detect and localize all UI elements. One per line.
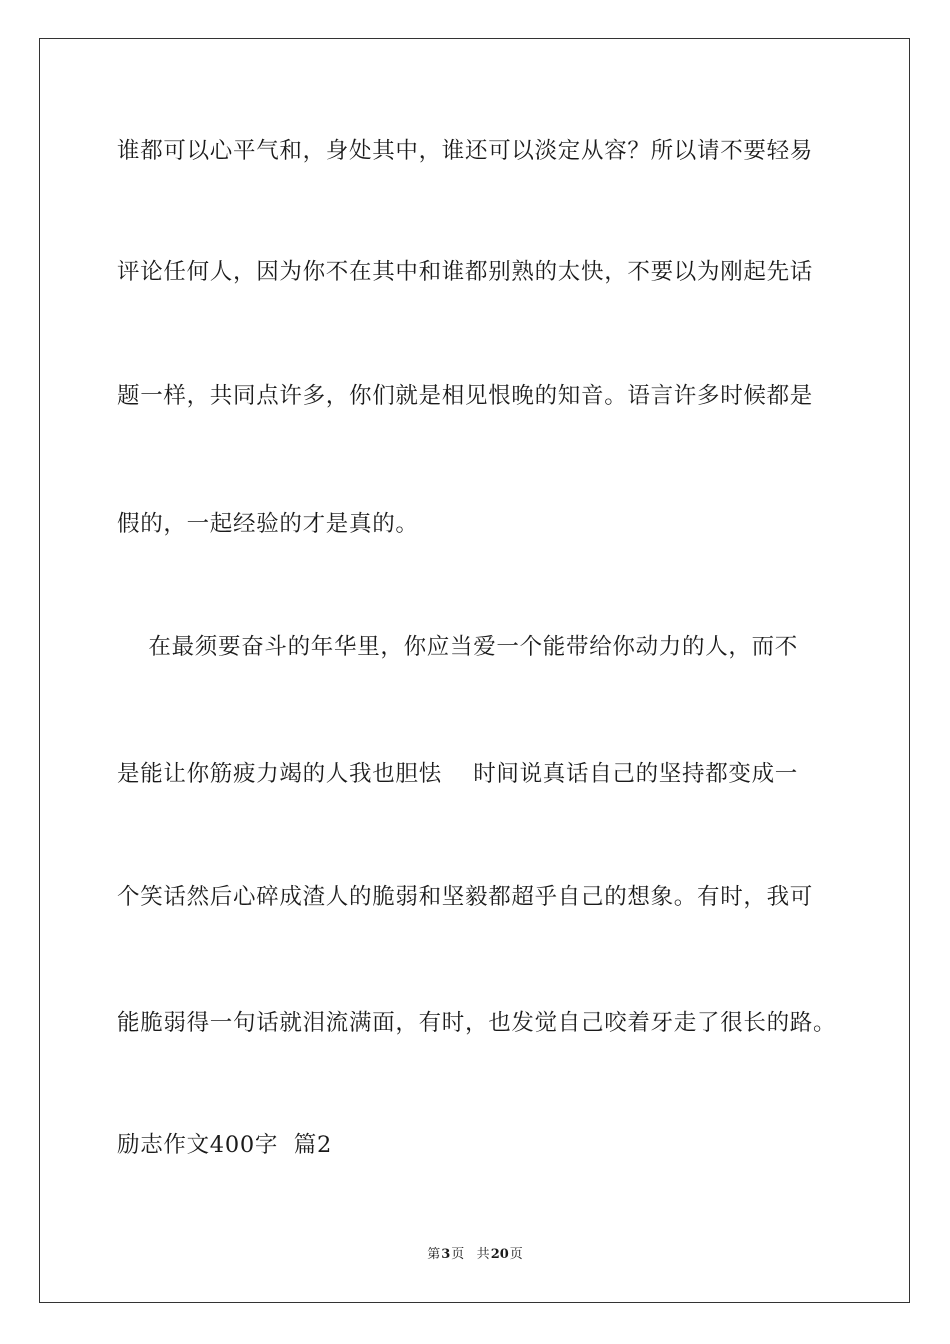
body-line-5: 在最须要奋斗的年华里，你应当爱一个能带给你动力的人，而不 [117,634,799,660]
footer-page-prefix: 第 [427,1247,441,1262]
body-line-2: 评论任何人，因为你不在其中和谁都别熟的太快，不要以为刚起先话 [117,259,814,285]
page-footer [0,1245,950,1265]
body-line-7: 个笑话然后心碎成渣人的脆弱和坚毅都超乎自己的想象。有时，我可 [117,884,814,910]
footer-total-unit: 页 [509,1247,523,1262]
footer-current-page: 3 [441,1247,451,1262]
body-line-8: 能脆弱得一句话就泪流满面，有时，也发觉自己咬着牙走了很长的路。 [117,1010,837,1036]
body-line-1: 谁都可以心平气和，身处其中，谁还可以淡定从容？所以请不要轻易 [117,138,814,164]
body-line-4: 假的，一起经验的才是真的。 [117,511,419,537]
footer-total-prefix: 共 [476,1247,490,1262]
section-heading: 励志作文400字 篇2 [117,1132,332,1158]
footer-total-pages: 20 [490,1247,509,1262]
footer-page-unit: 页 [451,1247,465,1262]
body-line-6: 是能让你筋疲力竭的人我也胆怯 时间说真话自己的坚持都变成一 [117,761,799,787]
page-border [39,38,910,1303]
body-line-3: 题一样，共同点许多，你们就是相见恨晚的知音。语言许多时候都是 [117,383,814,409]
